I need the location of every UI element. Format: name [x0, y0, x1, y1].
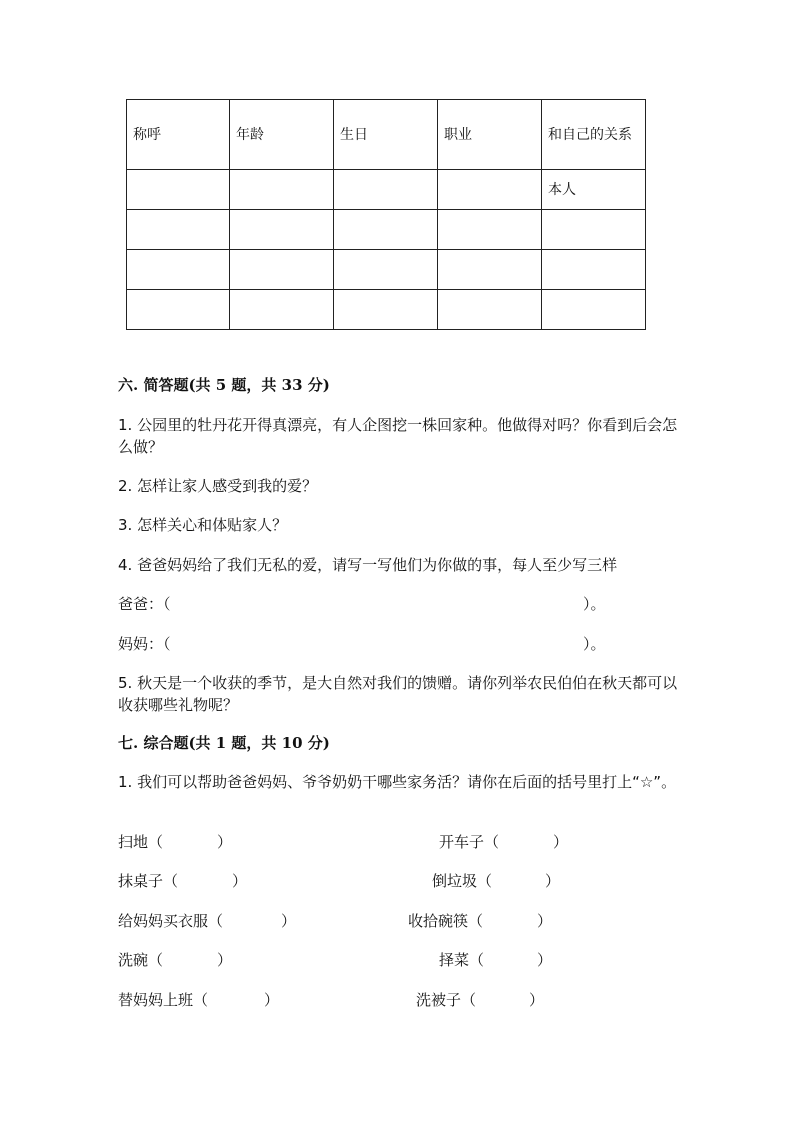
chore-close-paren: ）	[281, 912, 297, 930]
dad-answer-label: 爸爸：（	[118, 595, 171, 613]
table-cell[interactable]	[127, 210, 230, 250]
header-relation-text: 和自己的关系	[548, 126, 632, 143]
table-cell[interactable]	[438, 290, 542, 330]
chore-item-wash-dishes: 洗碗（	[118, 951, 164, 969]
table-cell[interactable]	[334, 210, 438, 250]
table-cell[interactable]	[127, 170, 230, 210]
table-cell[interactable]	[542, 290, 646, 330]
chore-item-wash-quilt: 洗被子（	[416, 991, 477, 1009]
chore-item-pick-vegetables: 择菜（	[439, 951, 485, 969]
table-cell[interactable]	[542, 250, 646, 290]
table-cell[interactable]	[438, 250, 542, 290]
table-row	[127, 170, 646, 210]
chore-item-wipe-table: 抹桌子（	[118, 872, 179, 890]
chore-item-drive: 开车子（	[439, 833, 500, 851]
question-6-1: 1. 公园里的牡丹花开得真漂亮，有人企图挖一株回家种。他做得对吗？你看到后会怎么做？	[118, 416, 678, 456]
table-row	[127, 250, 646, 290]
table-cell[interactable]	[334, 290, 438, 330]
table-cell[interactable]	[542, 210, 646, 250]
header-cell-job: 职业	[438, 100, 542, 170]
header-cell-birthday: 生日	[334, 100, 438, 170]
table-cell[interactable]	[230, 170, 334, 210]
question-7-1: 1. 我们可以帮助爸爸妈妈、爷爷奶奶干哪些家务活？请你在后面的括号里打上“☆”。	[118, 773, 677, 791]
table-cell: 本人	[542, 170, 646, 210]
table-header-row	[127, 100, 646, 170]
chore-close-paren: ）	[217, 951, 233, 969]
question-6-3: 3. 怎样关心和体贴家人？	[118, 516, 288, 534]
section-6-title: 六. 简答题(共 5 题，共 33 分)	[118, 376, 330, 394]
chore-item-work-for-mom: 替妈妈上班（	[118, 991, 209, 1009]
chore-close-paren: ）	[217, 833, 233, 851]
chore-item-buy-clothes: 给妈妈买衣服（	[118, 912, 224, 930]
table-cell[interactable]	[334, 170, 438, 210]
question-6-4: 4. 爸爸妈妈给了我们无私的爱，请写一写他们为你做的事，每人至少写三样	[118, 556, 618, 574]
question-6-5: 5. 秋天是一个收获的季节，是大自然对我们的馈赠。请你列举农民伯伯在秋天都可以收获哪些礼物呢？	[118, 674, 678, 714]
table-cell[interactable]	[334, 250, 438, 290]
family-info-table	[126, 99, 646, 330]
header-cell-age: 年龄	[230, 100, 334, 170]
header-cell-relation	[542, 100, 646, 170]
chore-close-paren: ）	[537, 951, 553, 969]
section-7-title: 七. 综合题(共 1 题，共 10 分)	[118, 734, 330, 752]
chore-close-paren: ）	[553, 833, 569, 851]
question-6-2: 2. 怎样让家人感受到我的爱？	[118, 477, 318, 495]
chore-close-paren: ）	[264, 991, 280, 1009]
chore-close-paren: ）	[545, 872, 561, 890]
chore-item-trash: 倒垃圾（	[432, 872, 493, 890]
table-cell[interactable]	[230, 250, 334, 290]
chore-close-paren: ）	[232, 872, 248, 890]
table-cell[interactable]	[127, 250, 230, 290]
table-row	[127, 210, 646, 250]
mom-answer-label: 妈妈：（	[118, 635, 171, 653]
chore-close-paren: ）	[529, 991, 545, 1009]
dad-answer-close: ）。	[583, 595, 606, 613]
table-row	[127, 290, 646, 330]
mom-answer-close: ）。	[583, 635, 606, 653]
table-cell[interactable]	[230, 290, 334, 330]
table-cell[interactable]	[230, 210, 334, 250]
table-cell[interactable]	[438, 170, 542, 210]
header-cell-title: 称呼	[127, 100, 230, 170]
chore-close-paren: ）	[537, 912, 553, 930]
table-cell[interactable]	[438, 210, 542, 250]
chore-item-sweep: 扫地（	[118, 833, 164, 851]
chore-item-clear-dishes: 收拾碗筷（	[408, 912, 484, 930]
table-cell[interactable]	[127, 290, 230, 330]
